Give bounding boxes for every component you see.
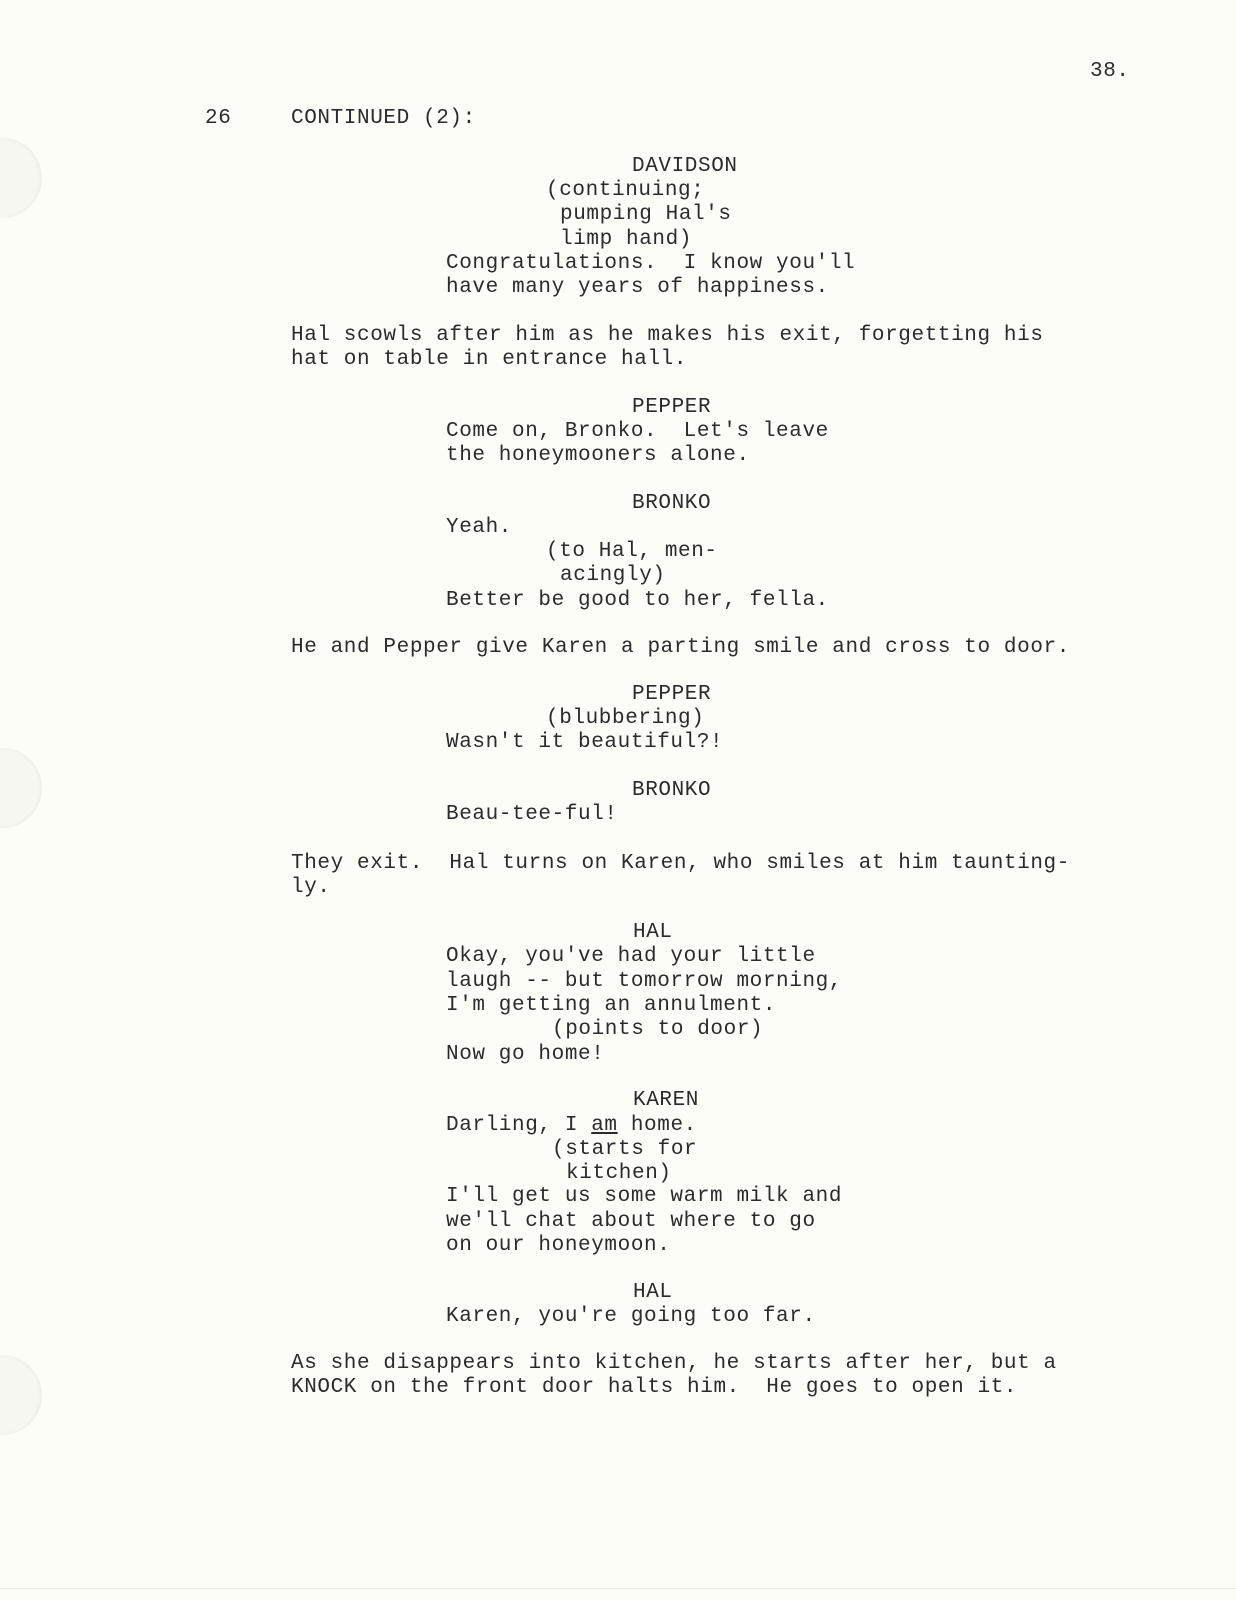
character-cue: BRONKO — [632, 492, 712, 515]
dialogue-line: Better be good to her, fella. — [446, 589, 829, 612]
dialogue-line: I'll get us some warm milk and — [446, 1185, 843, 1208]
parenthetical: pumping Hal's — [560, 203, 732, 226]
dialogue-text: home. — [617, 1114, 697, 1137]
page-edge — [0, 1588, 1236, 1589]
character-cue: BRONKO — [632, 779, 712, 802]
action-line: Hal scowls after him as he makes his exit, forgetting his — [291, 324, 1044, 347]
dialogue-line: Karen, you're going too far. — [446, 1305, 816, 1328]
action-line: KNOCK on the front door halts him. He goes to open it. — [291, 1376, 1018, 1399]
dialogue-line: Beau-tee-ful! — [446, 803, 618, 826]
punch-hole-bottom — [0, 1355, 42, 1435]
action-line: He and Pepper give Karen a parting smile and cross to door. — [291, 636, 1070, 659]
dialogue-line: we'll chat about where to go — [446, 1210, 816, 1233]
parenthetical: acingly) — [560, 564, 666, 587]
parenthetical: (to Hal, men- — [546, 540, 718, 563]
action-line: As she disappears into kitchen, he starts after her, but a — [291, 1352, 1057, 1375]
dialogue-line: Congratulations. I know you'll — [446, 252, 856, 275]
dialogue-line: I'm getting an annulment. — [446, 994, 777, 1017]
parenthetical: (points to door) — [552, 1018, 764, 1041]
parenthetical: (continuing; — [546, 179, 705, 202]
dialogue-line: laugh -- but tomorrow morning, — [446, 970, 843, 993]
dialogue-line: have many years of happiness. — [446, 276, 829, 299]
action-line: They exit. Hal turns on Karen, who smiles at him taunting- — [291, 852, 1070, 875]
parenthetical: kitchen) — [566, 1162, 672, 1185]
character-cue: HAL — [633, 921, 673, 944]
parenthetical: (starts for — [552, 1138, 698, 1161]
scene-heading: CONTINUED (2): — [291, 107, 476, 130]
dialogue-line: Okay, you've had your little — [446, 945, 816, 968]
dialogue-line: Wasn't it beautiful?! — [446, 731, 724, 754]
parenthetical: (blubbering) — [546, 707, 705, 730]
character-cue: KAREN — [633, 1089, 700, 1112]
parenthetical: limp hand) — [560, 228, 693, 251]
punch-hole-top — [0, 138, 42, 218]
page-number: 38. — [1090, 60, 1130, 83]
punch-hole-middle — [0, 748, 42, 828]
scene-number: 26 — [205, 107, 232, 130]
character-cue: PEPPER — [632, 396, 712, 419]
dialogue-text: Darling, I — [446, 1114, 592, 1137]
action-line: hat on table in entrance hall. — [291, 348, 688, 371]
action-line: ly. — [291, 876, 331, 899]
dialogue-line: the honeymooners alone. — [446, 444, 750, 467]
dialogue-line: on our honeymoon. — [446, 1234, 671, 1257]
dialogue-line: Come on, Bronko. Let's leave — [446, 420, 829, 443]
dialogue-line — [446, 1114, 697, 1139]
character-cue: HAL — [633, 1281, 673, 1304]
dialogue-line: Yeah. — [446, 516, 513, 539]
character-cue: DAVIDSON — [632, 155, 738, 178]
emphasis-text: am — [591, 1114, 618, 1137]
character-cue: PEPPER — [632, 683, 712, 706]
dialogue-line: Now go home! — [446, 1043, 605, 1066]
